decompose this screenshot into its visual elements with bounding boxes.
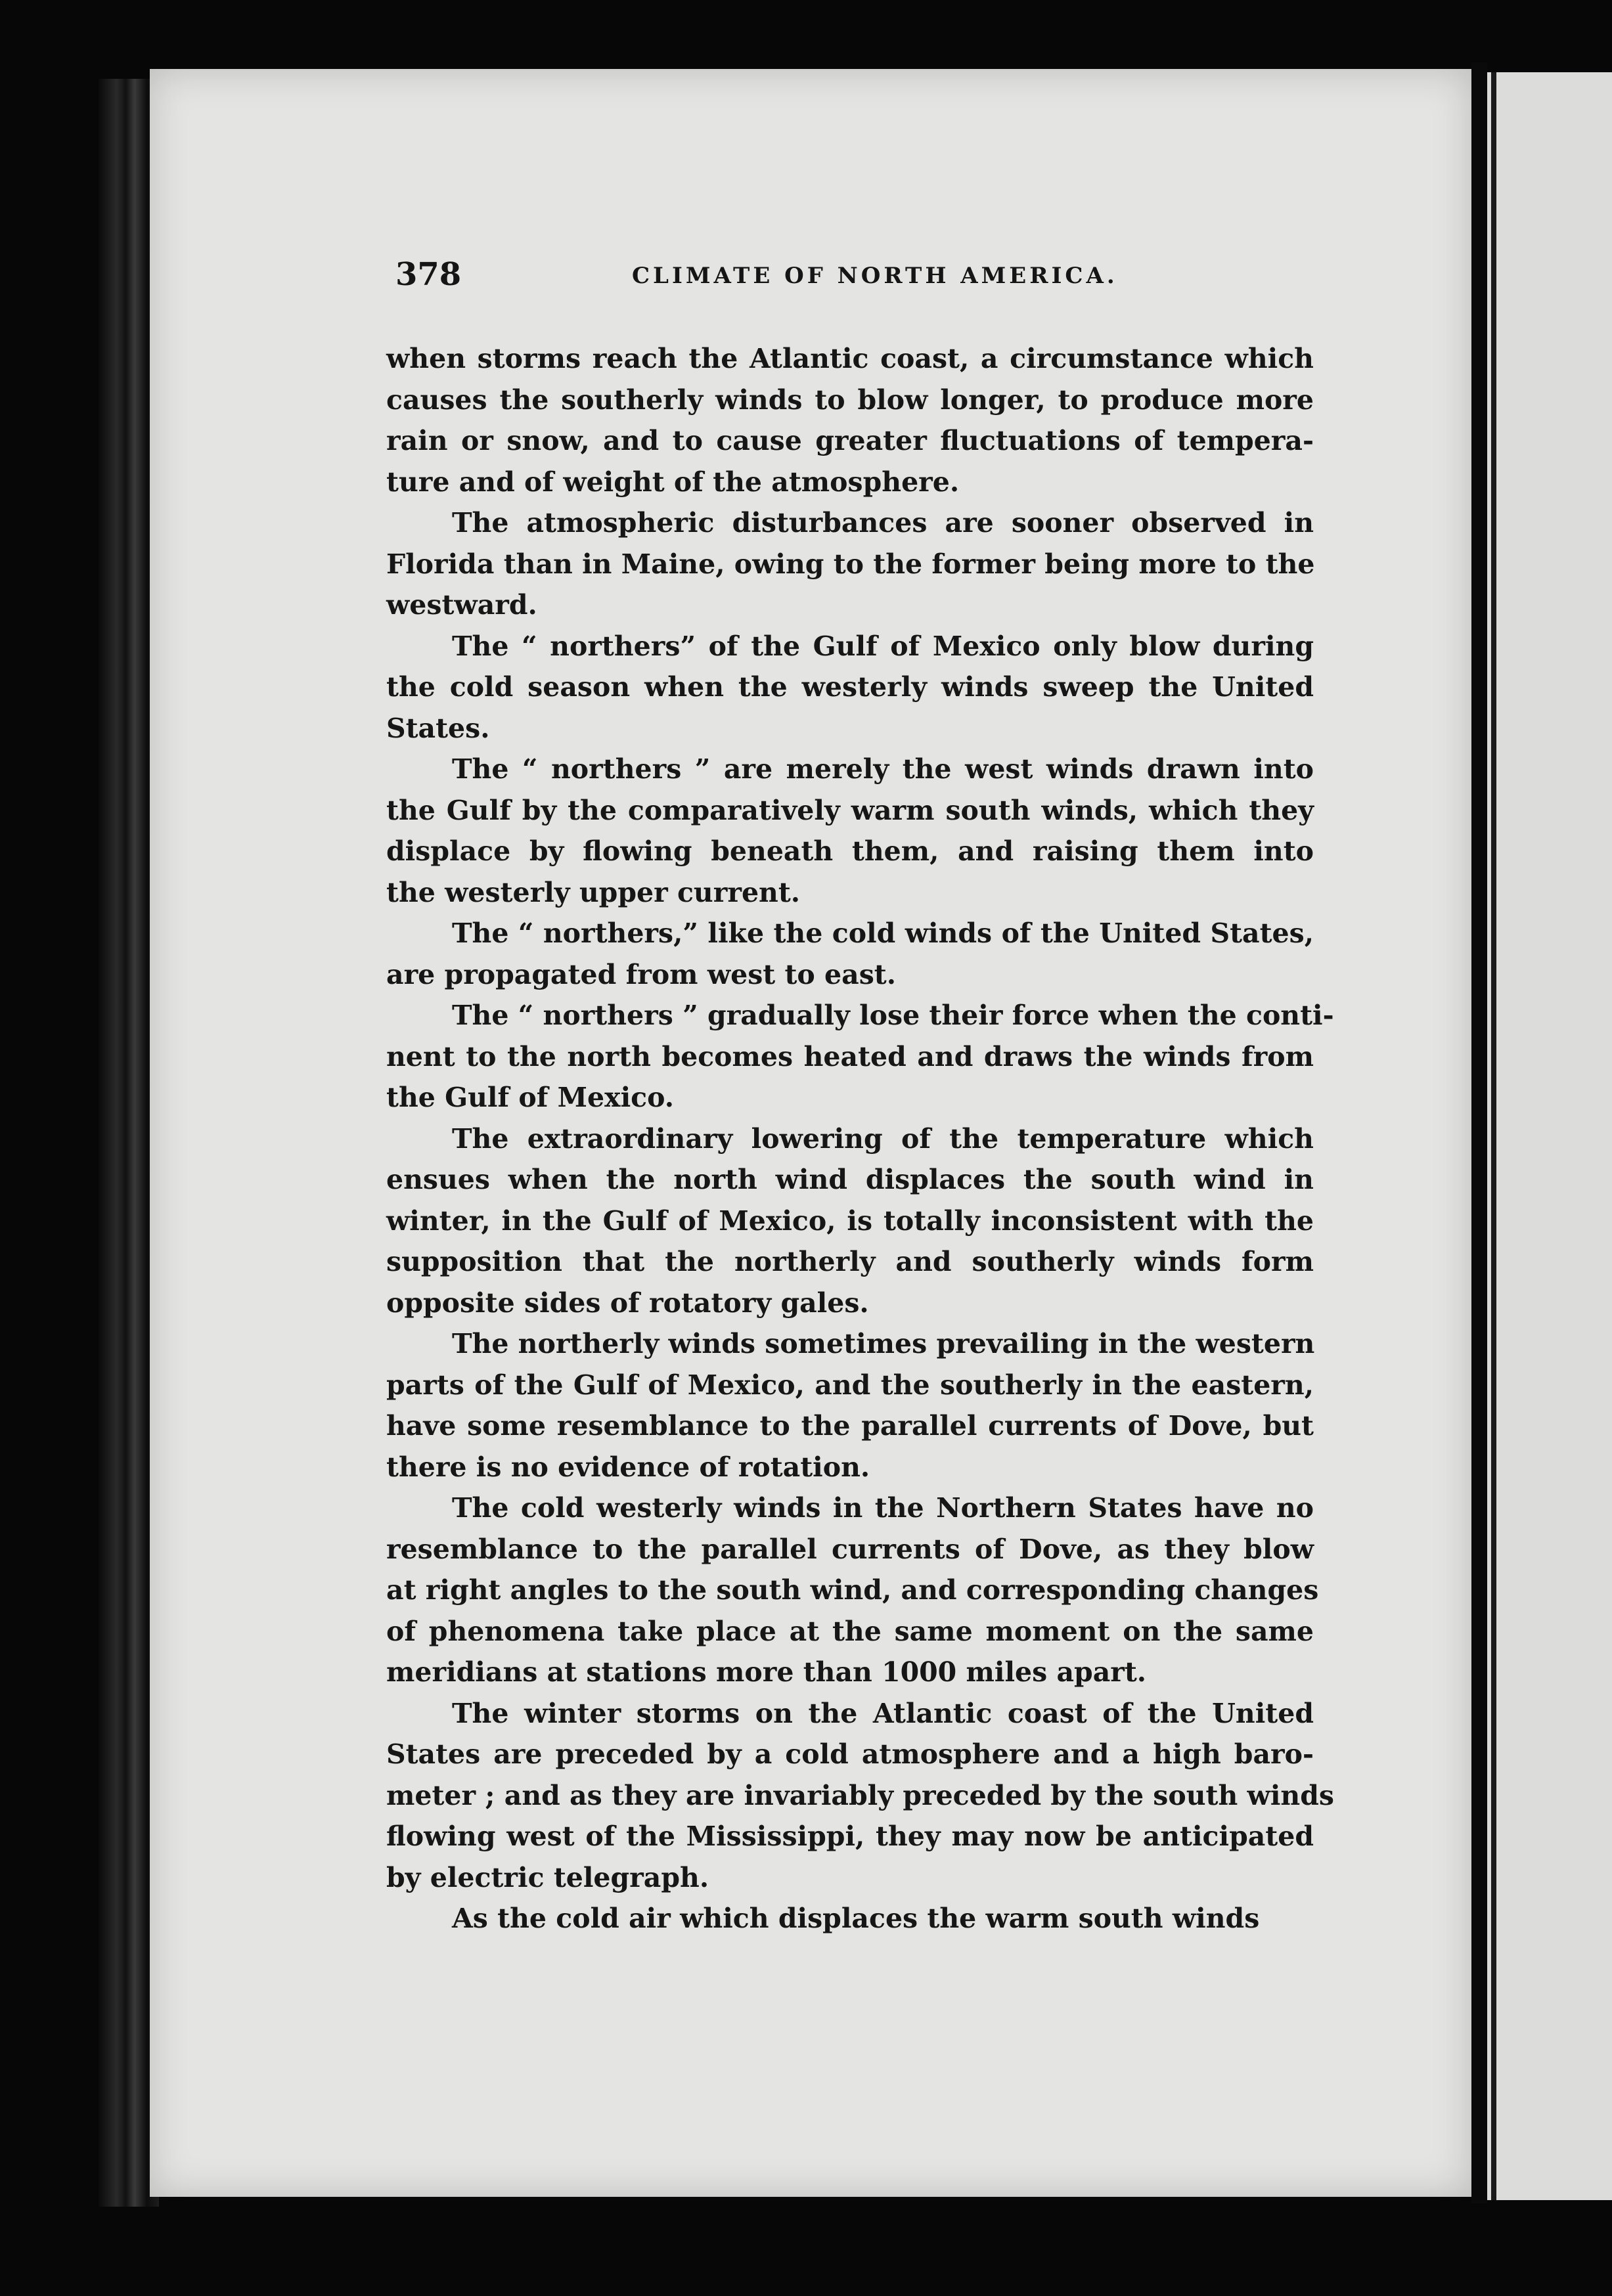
text-line: at right angles to the south wind, and corresponding changes [386, 1574, 1319, 1606]
text-line: causes the southerly winds to blow longer, to produce more [386, 384, 1314, 416]
text-line: the Gulf of Mexico. [386, 1082, 675, 1113]
text-line: displace by flowing beneath them, and raising them into [386, 835, 1314, 867]
text-line: The extraordinary lowering of the temperature which [452, 1122, 1314, 1155]
body-text [386, 338, 1334, 1939]
text-line: resemblance to the parallel currents of Dove, as they blow [386, 1533, 1314, 1565]
text-line: supposition that the northerly and southerly winds form [386, 1246, 1314, 1277]
facing-page-border [1491, 72, 1496, 2200]
text-line: opposite sides of rotatory gales. [386, 1287, 869, 1319]
text-line: by electric telegraph. [386, 1861, 709, 1893]
text-line: rain or snow, and to cause greater fluctuations of tempera- [386, 425, 1314, 456]
right-gutter [1471, 62, 1487, 2203]
text-line: have some resemblance to the parallel currents of Dove, but [386, 1410, 1314, 1442]
text-line: The “ northers ” gradually lose their force when the conti- [452, 1000, 1334, 1031]
facing-page-edge [1487, 72, 1612, 2200]
text-line: flowing west of the Mississippi, they may now be anticipated [386, 1821, 1314, 1852]
text-line: the Gulf by the comparatively warm south winds, which they [386, 794, 1314, 826]
text-line: when storms reach the Atlantic coast, a circumstance which [386, 343, 1314, 374]
text-line: the cold season when the westerly winds sweep the United [386, 671, 1314, 703]
text-line: there is no evidence of rotation. [386, 1451, 870, 1483]
text-line: meter ; and as they are invariably preceded by the south winds [386, 1779, 1334, 1811]
text-line: The northerly winds sometimes prevailing in the western [452, 1328, 1315, 1359]
text-line: The cold westerly winds in the Northern States have no [452, 1492, 1314, 1524]
text-line: of phenomena take place at the same moment on the same [386, 1615, 1314, 1647]
page-number: 378 [395, 256, 462, 293]
text-line: ensues when the north wind displaces the south wind in [386, 1164, 1314, 1195]
text-line: are propagated from west to east. [386, 958, 896, 990]
text-line: States. [386, 712, 490, 744]
page-header [395, 256, 1315, 302]
text-line: nent to the north becomes heated and draws the winds from [386, 1040, 1314, 1072]
text-line: winter, in the Gulf of Mexico, is totally inconsistent with the [386, 1204, 1314, 1237]
text-line: parts of the Gulf of Mexico, and the southerly in the eastern, [386, 1369, 1314, 1401]
text-line: meridians at stations more than 1000 miles apart. [386, 1656, 1147, 1688]
text-line: the westerly upper current. [386, 876, 801, 908]
text-line: ture and of weight of the atmosphere. [386, 466, 960, 498]
text-line: westward. [386, 589, 537, 621]
text-line: The “ northers ” are merely the west winds drawn into [452, 753, 1314, 785]
text-line: The atmospheric disturbances are sooner observed in [452, 507, 1314, 539]
text-line: The “ northers,” like the cold winds of the United States, [452, 917, 1314, 949]
text-line: As the cold air which displaces the warm south winds [452, 1903, 1260, 1934]
text-line: The winter storms on the Atlantic coast of the United [452, 1697, 1314, 1729]
text-line: States are preceded by a cold atmosphere and a high baro- [386, 1738, 1314, 1770]
text-line: The “ northers” of the Gulf of Mexico only blow during [452, 630, 1314, 662]
running-head: CLIMATE OF NORTH AMERICA. [632, 263, 1118, 289]
text-line: Florida than in Maine, owing to the former being more to the [386, 548, 1315, 580]
